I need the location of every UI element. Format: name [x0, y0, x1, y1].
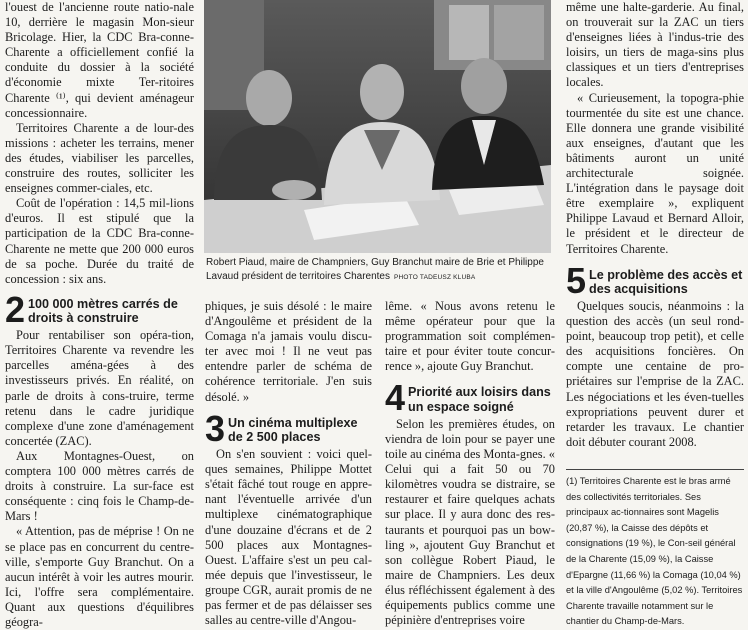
column-1 — [5, 0, 194, 630]
section-title: Le problème des accès et des acquisitions — [589, 267, 743, 296]
section-heading-4 — [385, 377, 555, 419]
section-number: 4 — [385, 377, 406, 419]
section-heading-2 — [5, 288, 194, 330]
photo-caption — [206, 256, 552, 284]
column-3 — [385, 299, 555, 628]
section-number: 3 — [205, 407, 226, 449]
photo-credit: PHOTO TADEUSZ KLUBA — [394, 273, 476, 281]
paragraph: Aux Montagnes-Ouest, on comptera 100 000 mètres carrés de droits à construire. La sur-face est conséquente : cinq fois le Champ-de-Mars ! — [5, 448, 194, 524]
paragraph: « Attention, pas de méprise ! On ne se place pas en concurrent du centre-ville, s'emporte Guy Branchut. On a aucun intérêt à voir les autres mourir. Ici, l'offre sera complémentaire. Quant aux questions d'équilibres géogra- — [5, 524, 194, 629]
paragraph: Selon les premières études, on viendra de loin pour se payer une toile au cinéma des Monta-gnes. « Celui qui a fait 50 ou 70 kilomètres voudra se distraire, se restaurer et faire quelques achats sur place. Il y aura donc des res-taurants et pourquoi pas un bow-ling », ajoutent Guy Branchut et son collègue Robert Piaud, le maire de Champniers. Les deux élus réfléchissent également à des équipements publics comme une pépinière d'entreprises voire — [385, 416, 555, 628]
signing-photo-image — [204, 0, 551, 253]
column-2 — [205, 299, 372, 628]
paragraph: l'ouest de l'ancienne route natio-nale 10, derrière le magasin Mon-sieur Bricolage. Hier, la CDC Bra-conne-Charente a officiellement confié la conduite du dossier à la société d'économie mixte Ter-ritoires Charente ⁽¹⁾, qui devient aménageur concessionnaire. — [5, 0, 194, 120]
paragraph: On s'en souvient : voici quel-ques semaines, Philippe Mottet s'était fâché tout rouge en appre-nant l'éventuelle arrivée d'un multiplexe cinématographique d'une douzaine d'écrans et de 2 500 places aux Montagnes-Ouest. L'affaire s'est un peu cal-mée depuis que l'investisseur, le groupe CGR, aurait promis de ne pas fermer et de pas délaisser ses salles au centre-ville d'Angou- — [205, 447, 372, 628]
article-photo — [204, 0, 551, 253]
paragraph: Territoires Charente a de lour-des missions : acheter les terrains, mener des études, viabiliser les parcelles, construire des routes, solliciter les enseignes commer-ciales, etc. — [5, 120, 194, 196]
section-heading-3 — [205, 407, 372, 449]
paragraph: Coût de l'opération : 14,5 mil-lions d'euros. Il est stipulé que la participation de la CDC Bra-conne-Charente ne mette que 200 000 euros de sa poche. Durée du traité de concession : six ans. — [5, 196, 194, 286]
column-4 — [566, 0, 744, 450]
footnote-text: (1) Territoires Charente est le bras armé des collectivités territoriales. Ses principaux ac-tionnaires sont Magelis (20,87 %), la Caisse des dépôts et consignations (19 %), le Con-seil général de la Charente (15,09 %), la Caisse d'Epargne (11,66 %) la Comaga (10,04 %) et la ville d'Angoulême (5,02 %). Territoires Charente travaille notamment sur le chantier du Champ-de-Mars. — [566, 476, 743, 627]
caption-text: Robert Piaud, maire de Champniers, Guy Branchut maire de Brie et Philippe Lavaud président de territoires Charentes — [206, 257, 544, 282]
section-title: Priorité aux loisirs dans un espace soigné — [408, 385, 551, 414]
paragraph: Quelques soucis, néanmoins : la question des accès (un seul rond-point, beaucoup trop petit), et celle des acquisitions foncières. On compte une centaine de pro-priétaires sur l'emprise de la ZAC. Les négociations et les éven-tuelles expropriations peuvent durer et retarder les travaux. Le chantier doit débuter courant 2008. — [566, 299, 744, 449]
section-title: 100 000 mètres carrés de droits à construire — [28, 296, 178, 325]
paragraph: « Curieusement, la topogra-phie tourmentée du site est une chance. Elle donnera une grande visibilité aux enseignes, d'autant que les bâtiments auront un unité architecturale soignée. L'intégration dans le paysage doit être exemplaire », expliquent Philippe Lavaud et Bernard Alloir, le président et le directeur de Territoires Charente. — [566, 90, 744, 256]
footnote — [566, 469, 744, 630]
paragraph: Pour rentabiliser son opéra-tion, Territoires Charente va revendre les parcelles aména-gées à des investisseurs privés. En réalité, on parle de droits à cons-truire, terme retenu dans le cadre juridique complexe d'une zone d'aménagement concertée (ZAC). — [5, 328, 194, 448]
paragraph: lême. « Nous avons retenu le même opérateur pour que la programmation soit complémen-taire et pour éviter toute concur-rence », ajoute Guy Branchut. — [385, 299, 555, 374]
section-heading-5 — [566, 259, 744, 301]
paragraph: phiques, je suis désolé : le maire d'Angoulême et président de la Comaga n'a jamais voulu discu-ter avec moi ! Il ne veut pas entendre parler de schéma de cohérence territoriale. J'en suis désolé. » — [205, 299, 372, 404]
section-title: Un cinéma multiplexe de 2 500 places — [228, 415, 358, 444]
section-number: 2 — [5, 288, 26, 330]
section-number: 5 — [566, 259, 587, 301]
paragraph: même une halte-garderie. Au final, on trouverait sur la ZAC un tiers d'enseignes liées à l'indus-trie des loisirs, un tiers de maga-sins plus classiques et un tiers d'entreprises locales. — [566, 0, 744, 90]
